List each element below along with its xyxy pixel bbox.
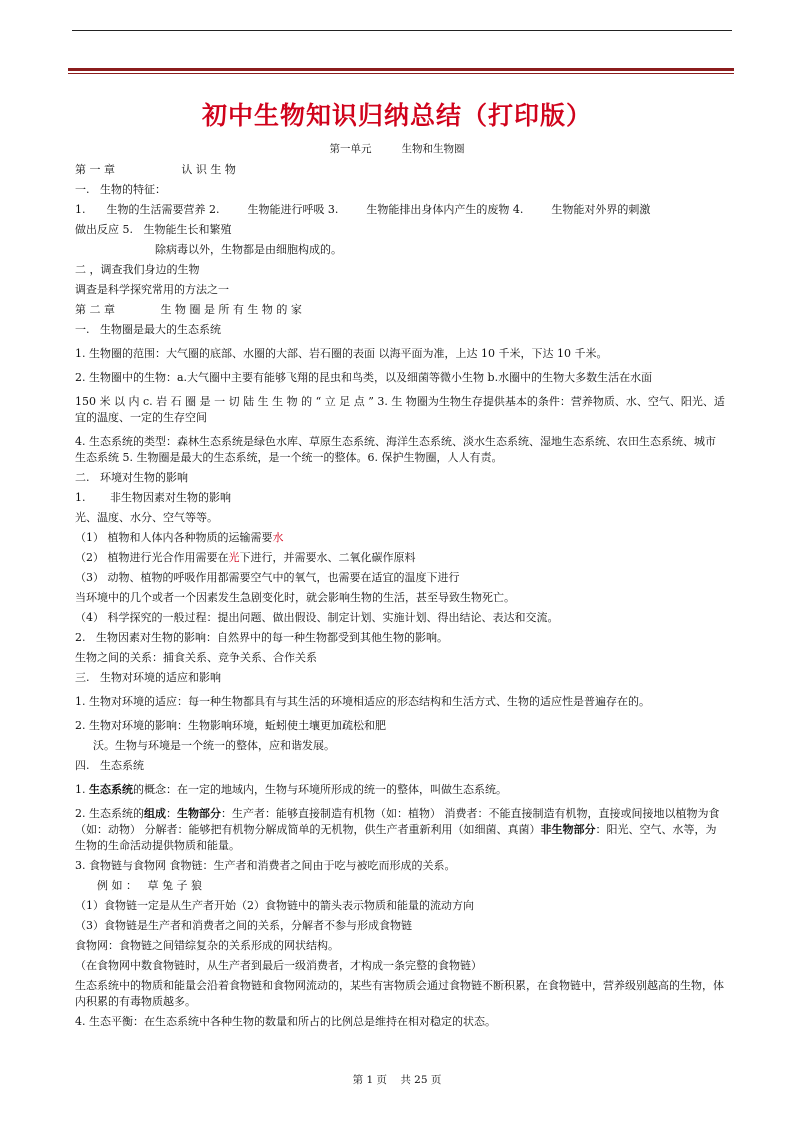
- page-title: 初中生物知识归纳总结（打印版）: [201, 101, 592, 130]
- page-total: 共 25 页: [400, 1074, 442, 1086]
- text-line: 例 如 ： 草 兔 子 狼: [97, 879, 202, 892]
- unit-name: 生物和生物圈: [401, 143, 465, 155]
- section-heading: 二. 环境对生物的影响: [75, 471, 188, 484]
- title-rule-thick: [68, 68, 734, 71]
- section-heading: 一. 生物的特征：: [75, 183, 166, 196]
- text-line: 调查是科学探究常用的方法之一: [75, 283, 229, 296]
- text-paragraph: 生态系统中的物质和能量会沿着食物链和食物网流动的，某些有害物质会通过食物链不断积累，在食物链中，营养级别越高的生物，体内积累的有毒物质越多。: [75, 979, 724, 1008]
- text-line: 当环境中的几个或者一个因素发生急剧变化时，就会影响生物的生活，甚至导致生物死亡。: [75, 591, 515, 604]
- text-line: 1. 非生物因素对生物的影响: [75, 491, 231, 504]
- page-number: 第 1 页: [352, 1074, 387, 1086]
- unit-heading: [0, 141, 794, 156]
- bold-term: 生态系统: [89, 783, 133, 796]
- bold-term: 生物部分: [177, 807, 221, 820]
- text-line: （3） 动物、植物的呼吸作用都需要空气中的氧气，也需要在适宜的温度下进行: [75, 571, 460, 584]
- text-line: 除病毒以外，生物都是由细胞构成的。: [155, 243, 342, 256]
- text-paragraph: 4. 生态系统的类型：森林生态系统是绿色水库、草原生态系统、海洋生态系统、淡水生态系统、湿地生态系统、农田生态系统、城市生态系统 5. 生物圈是最大的生态系统，是一个统一的整体。6. 保护生物圈，人人有责。: [75, 435, 716, 464]
- text-line: 2. 生物因素对生物的影响：自然界中的每一种生物都受到其他生物的影响。: [75, 631, 448, 644]
- text-line: 2. 生物对环境的影响：生物影响环境，蚯蚓使土壤更加疏松和肥: [75, 719, 386, 732]
- text-line: 2. 生物圈中的生物：a.大气圈中主要有能够飞翔的昆虫和鸟类，以及细菌等微小生物 b.水圈中的生物大多数生活在水面: [75, 371, 653, 384]
- text-line: 光、温度、水分、空气等等。: [75, 511, 218, 524]
- text-line: 1. 生物对环境的适应：每一种生物都具有与其生活的环境相适应的形态结构和生活方式、生物的适应性是普遍存在的。: [75, 695, 650, 708]
- chapter-heading: 第 二 章 生 物 圈 是 所 有 生 物 的 家: [75, 303, 302, 316]
- text-line: [75, 780, 725, 800]
- title-rule-thin: [68, 73, 734, 74]
- text-span: 下进行，并需要水、二氧化碳作原料: [239, 551, 416, 564]
- text-span: ：生产者：能够直接制造有机物（如：植物） 消费者：不能直接制造有机物，直接或间接地以植物为食（如：动物） 分解者：能够把有机物分解成简单的无机物，供生产者重新利用（如细菌、真菌）: [75, 807, 720, 836]
- unit-label: 第一单元: [329, 143, 372, 155]
- text-span: （2） 植物进行光合作用需要在: [75, 551, 229, 564]
- document-body: [75, 160, 725, 1032]
- text-line: （4） 科学探究的一般过程：提出问题、做出假设、制定计划、实施计划、得出结论、表达和交流。: [75, 611, 559, 624]
- header-rule: [72, 30, 732, 31]
- text-span: （1） 植物和人体内各种物质的运输需要: [75, 531, 273, 544]
- section-heading: 四. 生态系统: [75, 759, 144, 772]
- text-span: 的概念：在一定的地域内，生物与环境所形成的统一的整体，叫做生态系统。: [133, 783, 507, 796]
- text-line: 4. 生态平衡：在生态系统中各种生物的数量和所占的比例总是维持在相对稳定的状态。: [75, 1015, 496, 1028]
- highlight-text: 水: [272, 531, 284, 544]
- text-line: （3）食物链是生产者和消费者之间的关系，分解者不参与形成食物链: [75, 919, 412, 932]
- highlight-text: 光: [228, 551, 240, 564]
- section-heading: 三. 生物对环境的适应和影响: [75, 671, 221, 684]
- section-heading: 二 ，调查我们身边的生物: [75, 263, 200, 276]
- text-paragraph: 150 米 以 内 c. 岩 石 圈 是 一 切 陆 生 生 物 的 “ 立 足 点 ” 3. 生 物圈为生物生存提供基本的条件：营养物质、水、空气、阳光、适宜的温度、一定的生存空间: [75, 395, 725, 424]
- text-span: ：: [166, 807, 177, 820]
- text-line: 生物之间的关系：捕食关系、竞争关系、合作关系: [75, 651, 317, 664]
- bold-term: 组成: [144, 807, 166, 820]
- text-line: 1. 生物圈的范围：大气圈的底部、水圈的大部、岩石圈的表面 以海平面为准，上达 10 千米，下达 10 千米。: [75, 347, 608, 360]
- page-footer: [0, 1072, 794, 1087]
- bold-term: 非生物部分: [540, 823, 596, 836]
- text-span: 1.: [75, 783, 89, 796]
- text-span: 2. 生态系统的: [75, 807, 144, 820]
- text-line: [75, 528, 725, 548]
- text-line: （在食物网中数食物链时，从生产者到最后一级消费者，才构成一条完整的食物链）: [75, 959, 482, 972]
- text-line: [75, 548, 725, 568]
- text-span: ：阳光、空气、水等，为生物的生命活动提供物质和能量。: [75, 823, 717, 852]
- text-line: 食物网：食物链之间错综复杂的关系形成的网状结构。: [75, 939, 339, 952]
- text-line: 做出反应 5. 生物能生长和繁殖: [75, 223, 232, 236]
- text-line: 1. 生物的生活需要营养 2. 生物能进行呼吸 3. 生物能排出身体内产生的废物 4. 生物能对外界的刺激: [75, 203, 651, 216]
- text-line: 沃。生物与环境是一个统一的整体，应和谐发展。: [93, 739, 335, 752]
- text-paragraph: [75, 804, 725, 856]
- text-line: （1）食物链一定是从生产者开始（2）食物链中的箭头表示物质和能量的流动方向: [75, 899, 474, 912]
- section-heading: 一. 生物圈是最大的生态系统: [75, 323, 221, 336]
- chapter-heading: 第 一 章 认 识 生 物: [75, 163, 236, 176]
- text-line: 3. 食物链与食物网 食物链：生产者和消费者之间由于吃与被吃而形成的关系。: [75, 859, 456, 872]
